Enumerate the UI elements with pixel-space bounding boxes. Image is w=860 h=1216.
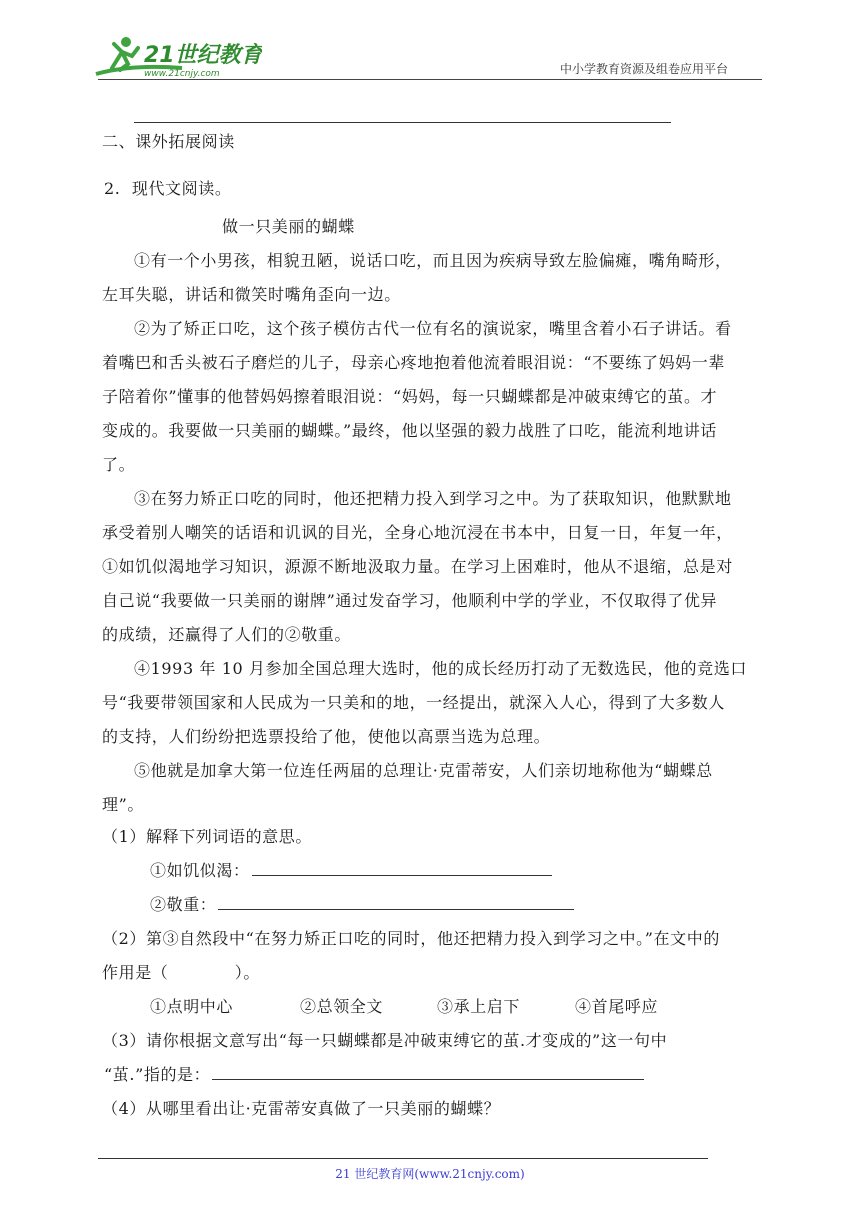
footer-divider [98, 1158, 708, 1159]
passage-line: ③在努力矫正口吃的同时，他还把精力投入到学习之中。为了获取知识，他默默地 [134, 489, 732, 508]
passage-line: 了。 [102, 455, 136, 474]
passage-line: 承受着别人嘲笑的话语和讥讽的目光，全身心地沉浸在书本中，日复一日，年复一年， [102, 523, 733, 542]
term-label: ②敬重： [150, 895, 217, 914]
subquestion-1b [150, 894, 574, 916]
option-a[interactable]: ①点明中心 [150, 997, 234, 1016]
passage-line: 着嘴巴和舌头被石子磨烂的儿子，母亲心疼地抱着他流着眼泪说：“不要练了妈妈一辈 [102, 353, 725, 372]
subquestion-4: （4）从哪里看出让·克雷蒂安真做了一只美丽的蝴蝶？ [102, 1099, 501, 1118]
subquestion-1a [150, 860, 552, 882]
subquestion-3: （3）请你根据文意写出“每一只蝴蝶都是冲破束缚它的茧.才变成的”这一句中 [102, 1031, 668, 1050]
passage-line: 自己说“我要做一只美丽的谢牌”通过发奋学习，他顺利中学的学业，不仅取得了优异 [102, 591, 718, 610]
section-title: 二、课外拓展阅读 [102, 132, 235, 151]
passage-line: 的成绩，还赢得了人们的②敬重。 [102, 625, 352, 644]
footer-link[interactable]: 21 世纪教育网(www.21cnjy.com) [335, 1167, 525, 1181]
passage-line: ④1993 年 10 月参加全国总理大选时，他的成长经历打动了无数选民，他的竞选口 [134, 659, 747, 678]
site-logo [92, 34, 262, 82]
passage-line: 号“我要带领国家和人民成为一只美和的地，一经提出，就深入人心，得到了大多数人 [102, 693, 725, 712]
subquestion-2-cont: 作用是（ ）。 [102, 963, 261, 982]
option-b[interactable]: ②总领全文 [300, 997, 384, 1016]
passage-line: 的支持，人们纷纷把选票投给了他，使他以高票当选为总理。 [102, 727, 551, 746]
passage-line: ⑤他就是加拿大第一位连任两届的总理让·克雷蒂安，人们亲切地称他为“蝴蝶总 [134, 761, 713, 780]
subquestion-3-prompt: “茧.”指的是： [104, 1065, 211, 1084]
term-label: ①如饥似渴： [150, 861, 250, 880]
answer-blank[interactable] [212, 1078, 644, 1080]
subquestion-2: （2）第③自然段中“在努力矫正口吃的同时，他还把精力投入到学习之中。”在文中的 [102, 929, 720, 948]
passage-line: 子陪着你”懂事的他替妈妈擦着眼泪说：“妈妈，每一只蝴蝶都是冲破束缚它的茧。才 [102, 387, 718, 406]
logo-url: www.21cnjy.com [144, 69, 220, 79]
option-c[interactable]: ③承上启下 [437, 997, 521, 1016]
subquestion-3-cont [104, 1064, 644, 1086]
option-d[interactable]: ④首尾呼应 [575, 997, 659, 1016]
platform-name: 中小学教育资源及组卷应用平台 [560, 62, 729, 76]
passage-line: 理”。 [102, 795, 144, 814]
header-divider [98, 79, 762, 80]
answer-blank[interactable] [218, 908, 574, 910]
passage-line: ①如饥似渴地学习知识，源源不断地汲取力量。在学习上困难时，他从不退缩，总是对 [102, 557, 733, 576]
passage-title: 做一只美丽的蝴蝶 [222, 217, 355, 236]
question-heading [104, 178, 231, 200]
passage-line: 左耳失聪，讲话和微笑时嘴角歪向一边。 [102, 285, 401, 304]
question-type: 现代文阅读。 [131, 179, 232, 198]
passage-line: ②为了矫正口吃，这个孩子模仿古代一位有名的演说家，嘴里含着小石子讲话。看 [134, 319, 732, 338]
passage-line: ①有一个小男孩，相貌丑陋，说话口吃，而且因为疾病导致左脸偏瘫，嘴角畸形， [134, 251, 732, 270]
subquestion-1: （1）解释下列词语的意思。 [102, 827, 312, 846]
question-number: 2. [104, 179, 121, 198]
answer-blank[interactable] [252, 874, 552, 876]
answer-line-previous [134, 122, 671, 123]
passage-line: 变成的。我要做一只美丽的蝴蝶。”最终，他以坚强的毅力战胜了口吃，能流利地讲话 [102, 421, 717, 440]
logo-title: 21世纪教育 [144, 43, 262, 68]
